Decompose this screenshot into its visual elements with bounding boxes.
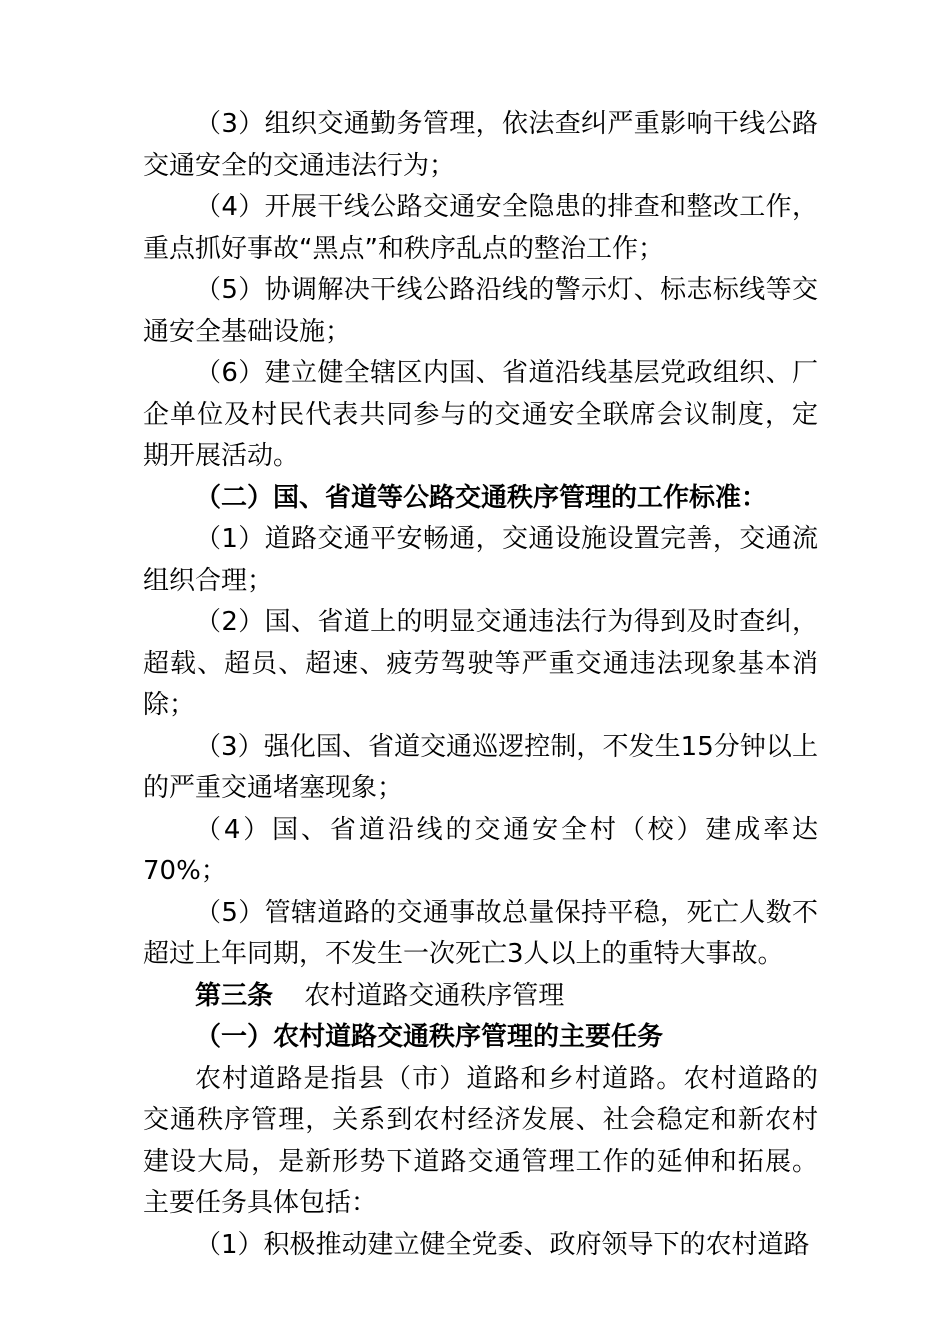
paragraph-standard-1: （1）道路交通平安畅通，交通设施设置完善，交通流组织合理； [143,524,818,596]
paragraph-item-6-joint-meeting: （6）建立健全辖区内国、省道沿线基层党政组织、厂企单位及村民代表共同参与的交通安全联席会议制度，定期开展活动。 [143,358,818,471]
section-heading-work-standards: （二）国、省道等公路交通秩序管理的工作标准： [195,482,768,513]
paragraph-rural-roads-definition: 农村道路是指县（市）道路和乡村道路。农村道路的交通秩序管理，关系到农村经济发展、社会稳定和新农村建设大局，是新形势下道路交通管理工作的延伸和拓展。主要任务具体包括： [143,1063,818,1218]
article-title: 农村道路交通秩序管理 [304,980,565,1011]
paragraph-item-4-hazard-inspection: （4）开展干线公路交通安全隐患的排查和整改工作，重点抓好事故“黑点”和秩序乱点的整治工作； [143,192,818,264]
article-heading [143,976,818,1018]
paragraph-standard-4: （4）国、省道沿线的交通安全村（校）建成率达70%； [143,814,818,886]
paragraph-standard-3: （3）强化国、省道交通巡逻控制，不发生15分钟以上的严重交通堵塞现象； [143,731,818,803]
paragraph-standard-5: （5）管辖道路的交通事故总量保持平稳，死亡人数不超过上年同期，不发生一次死亡3人以上的重特大事故。 [143,897,818,969]
article-number: 第三条 [195,980,274,1011]
paragraph-rural-task-1: （1）积极推动建立健全党委、政府领导下的农村道路 [195,1229,810,1260]
paragraph-standard-2: （2）国、省道上的明显交通违法行为得到及时查纠，超载、超员、超速、疲劳驾驶等严重交通违法现象基本消除； [143,607,818,720]
paragraph-item-3-traffic-duty: （3）组织交通勤务管理，依法查纠严重影响干线公路交通安全的交通违法行为； [143,109,818,181]
section-heading-rural-tasks: （一）农村道路交通秩序管理的主要任务 [195,1022,664,1052]
paragraph-item-5-safety-facilities: （5）协调解决干线公路沿线的警示灯、标志标线等交通安全基础设施； [143,275,818,347]
